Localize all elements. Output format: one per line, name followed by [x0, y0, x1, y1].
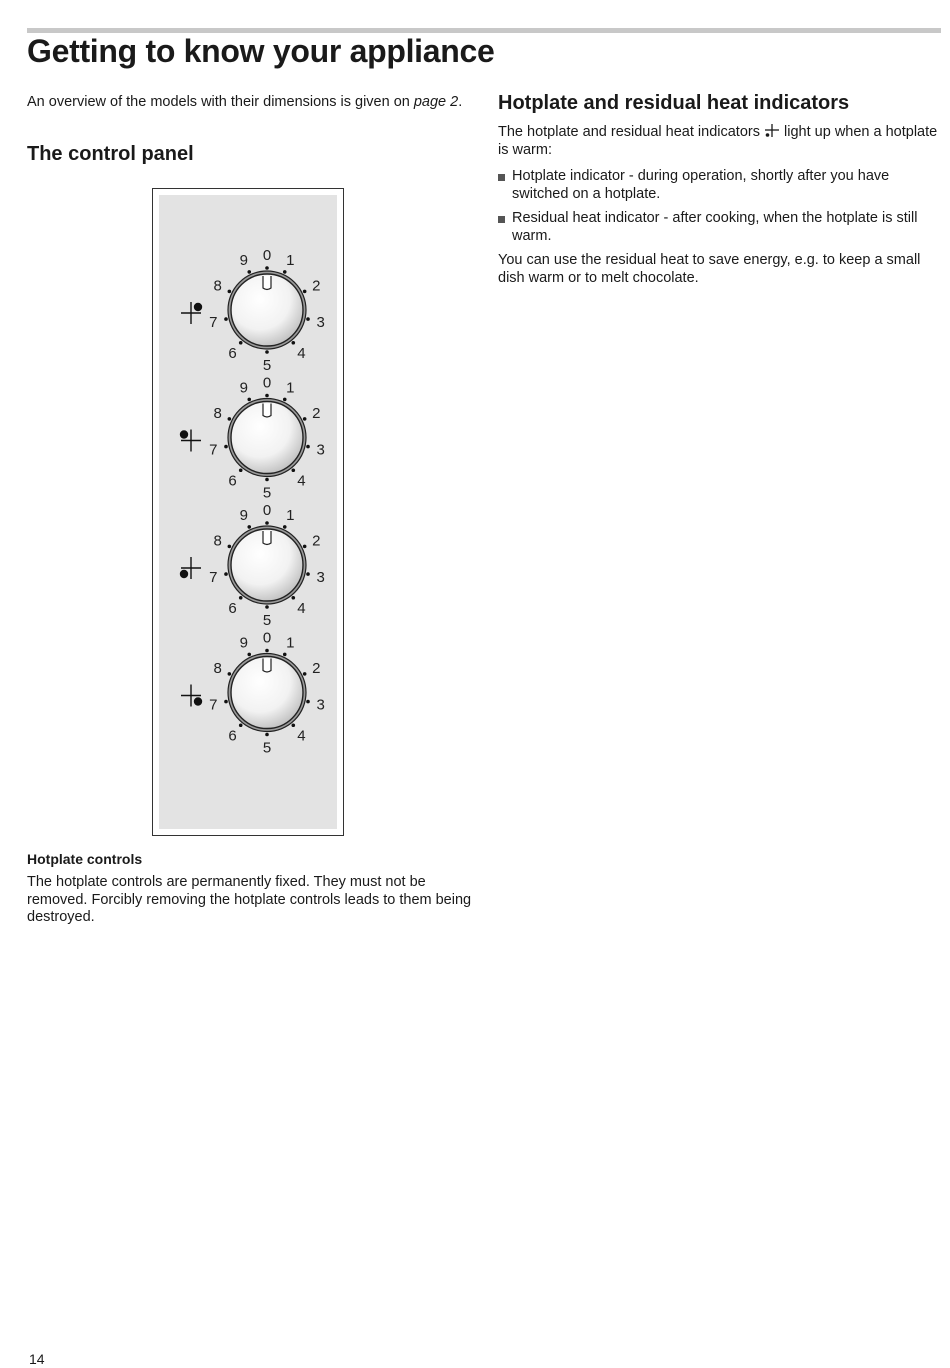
hotplate-controls-caption-body: The hotplate controls are permanently fixed. They must not be removed. Forcibly removing the hotplate controls leads to them being destroyed.	[27, 874, 472, 925]
scale-label: 1	[286, 634, 295, 652]
scale-dot	[306, 572, 310, 576]
residual-heat-indicator-icon	[764, 124, 780, 138]
knob-front-left[interactable]	[180, 375, 325, 502]
scale-label: 7	[209, 568, 218, 586]
scale-dot	[265, 350, 269, 354]
scale-dot	[303, 545, 307, 549]
scale-dot	[291, 596, 295, 600]
scale-label: 8	[213, 532, 222, 550]
page-title: Getting to know your appliance	[27, 33, 495, 69]
scale-label: 7	[209, 313, 218, 331]
scale-label: 3	[316, 441, 325, 459]
control-panel-drawing	[153, 189, 345, 837]
hotplate-position-icon	[180, 557, 201, 579]
knob-pointer	[263, 276, 271, 290]
knob-pointer	[263, 659, 271, 673]
scale-label: 7	[209, 441, 218, 459]
scale-dot	[239, 596, 243, 600]
scale-label: 0	[262, 502, 272, 519]
scale-dot	[291, 723, 295, 727]
right-column	[498, 92, 938, 287]
scale-dot	[224, 700, 228, 704]
scale-label: 3	[316, 568, 325, 586]
scale-dot	[303, 672, 307, 676]
scale-dot	[265, 649, 269, 653]
scale-dot	[239, 468, 243, 472]
scale-dot	[265, 521, 269, 525]
scale-dot	[247, 525, 251, 529]
scale-dot	[306, 700, 310, 704]
knob-front-right[interactable]	[180, 502, 325, 629]
scale-dot	[291, 468, 295, 472]
scale-dot	[228, 417, 232, 421]
scale-dot	[247, 653, 251, 657]
control-panel-heading: The control panel	[27, 142, 194, 165]
scale-dot	[224, 317, 228, 321]
scale-dot	[224, 572, 228, 576]
scale-label: 2	[312, 532, 321, 550]
residual-heat-paragraph: You can use the residual heat to save energy, e.g. to keep a small dish warm or to melt chocolate.	[498, 252, 921, 286]
scale-dot	[291, 341, 295, 345]
intro-text: An overview of the models with their dimensions is given on	[27, 94, 414, 110]
scale-label: 2	[312, 277, 321, 295]
intro-end: .	[458, 94, 463, 110]
scale-label: 6	[228, 599, 237, 617]
hotplate-position-icon	[181, 685, 202, 707]
scale-label: 9	[239, 379, 248, 397]
scale-label: 6	[228, 727, 237, 745]
scale-dot	[239, 341, 243, 345]
scale-dot	[247, 398, 251, 402]
scale-label: 2	[312, 660, 321, 678]
scale-label: 3	[316, 313, 325, 331]
scale-label: 0	[262, 374, 272, 392]
scale-label: 0	[262, 247, 272, 264]
scale-dot	[283, 653, 287, 657]
page-number: 14	[29, 1351, 45, 1367]
scale-dot	[303, 290, 307, 294]
scale-dot	[228, 545, 232, 549]
scale-label: 1	[286, 379, 295, 397]
scale-label: 4	[297, 472, 306, 490]
list-item-text: Hotplate indicator - during operation, shortly after you have switched on a hotplate.	[512, 168, 890, 202]
indicators-heading: Hotplate and residual heat indicators	[498, 92, 850, 114]
scale-label: 8	[213, 277, 222, 295]
scale-dot	[265, 394, 269, 398]
scale-dot	[306, 445, 310, 449]
scale-dot	[265, 478, 269, 482]
scale-dot	[283, 525, 287, 529]
control-panel-illustration	[152, 188, 344, 836]
scale-label: 7	[209, 696, 218, 714]
scale-label: 6	[228, 344, 237, 362]
scale-dot	[303, 417, 307, 421]
scale-label: 1	[286, 507, 295, 525]
scale-label: 9	[239, 634, 248, 652]
scale-label: 4	[297, 599, 306, 617]
scale-dot	[228, 672, 232, 676]
scale-label: 2	[312, 405, 321, 423]
scale-dot	[247, 270, 251, 274]
knob-rear-left[interactable]	[181, 247, 325, 374]
indicators-intro-a: The hotplate and residual heat indicators	[498, 124, 765, 140]
scale-label: 5	[262, 357, 272, 374]
scale-label: 5	[262, 484, 272, 502]
scale-dot	[265, 733, 269, 737]
knob-pointer	[263, 404, 271, 418]
indicators-intro	[498, 124, 938, 159]
page-reference: page 2	[413, 94, 459, 110]
scale-dot	[265, 266, 269, 270]
hotplate-controls-caption-title: Hotplate controls	[27, 851, 143, 867]
scale-dot	[283, 270, 287, 274]
scale-dot	[228, 290, 232, 294]
knob-pointer	[263, 531, 271, 545]
bullet-square-icon	[498, 216, 505, 223]
knob-rear-right[interactable]	[181, 630, 325, 757]
indicators-intro-b: light up when a hotplate is warm:	[498, 124, 938, 158]
scale-dot	[306, 317, 310, 321]
scale-label: 5	[262, 739, 272, 757]
scale-label: 4	[297, 727, 306, 745]
scale-label: 8	[213, 660, 222, 678]
scale-label: 9	[239, 252, 248, 270]
scale-label: 3	[316, 696, 325, 714]
scale-label: 8	[213, 405, 222, 423]
list-item	[498, 210, 938, 245]
scale-label: 6	[228, 472, 237, 490]
scale-label: 5	[262, 612, 272, 629]
bullet-square-icon	[498, 174, 505, 181]
list-item	[498, 168, 938, 203]
indicators-list	[498, 168, 938, 245]
left-column	[27, 94, 472, 166]
scale-dot	[265, 605, 269, 609]
scale-dot	[283, 398, 287, 402]
scale-label: 1	[286, 252, 295, 270]
scale-dot	[224, 445, 228, 449]
hotplate-position-icon	[180, 430, 201, 452]
scale-label: 0	[262, 629, 272, 647]
scale-label: 4	[297, 344, 306, 362]
intro-paragraph	[27, 94, 472, 112]
hotplate-position-icon	[181, 302, 202, 324]
scale-dot	[239, 723, 243, 727]
scale-label: 9	[239, 507, 248, 525]
list-item-text: Residual heat indicator - after cooking, when the hotplate is still warm.	[512, 210, 918, 244]
